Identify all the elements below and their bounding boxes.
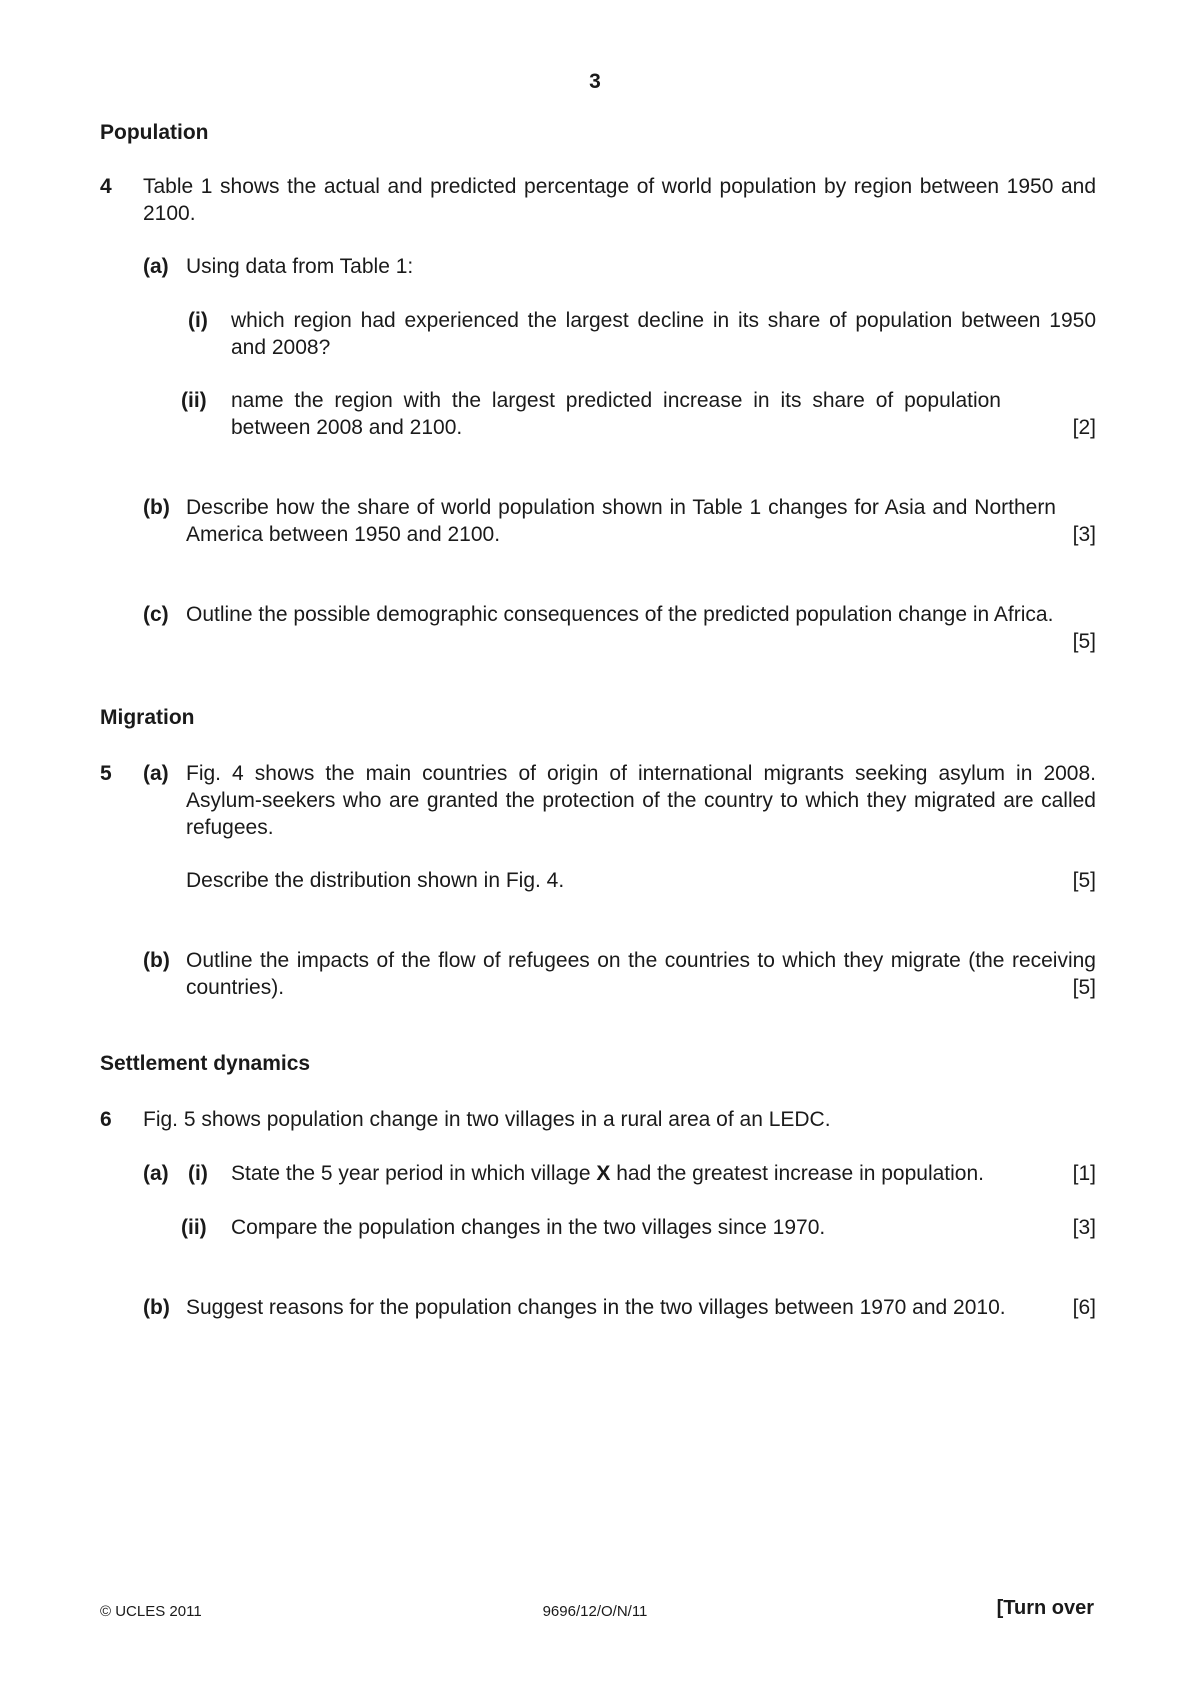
question-6-intro: Fig. 5 shows population change in two villages in a rural area of an LEDC. (143, 1108, 831, 1131)
part-label-6b: (b) (143, 1296, 170, 1319)
subpart-4ai-text: which region had experienced the largest decline in its share of population between 1950 and 2008? (231, 309, 1096, 359)
page-number: 3 (589, 70, 601, 93)
section-heading-population: Population (100, 121, 209, 144)
mark-6b: [6] (1072, 1296, 1096, 1319)
part-label-4a: (a) (143, 255, 169, 278)
subpart-6ai-text-start: State the 5 year period in which village (231, 1162, 597, 1185)
footer-copyright: © UCLES 2011 (100, 1603, 202, 1620)
part-label-5a: (a) (143, 762, 169, 785)
mark-6ai: [1] (1072, 1162, 1096, 1185)
part-5a-text: Fig. 4 shows the main countries of origin of international migrants seeking asylum in 2008. Asylum-seekers who are granted the protection of the country to which they migrated are called refugees. (186, 762, 1096, 839)
part-4c-text: Outline the possible demographic consequences of the predicted population change in Africa. (186, 603, 1054, 626)
part-label-4b: (b) (143, 496, 170, 519)
part-5a-task: Describe the distribution shown in Fig. 4. (186, 869, 565, 892)
subpart-label-6aii: (ii) (181, 1216, 207, 1239)
village-x-label: X (596, 1162, 611, 1185)
subpart-6ai-text (231, 1160, 1051, 1187)
mark-5b: [5] (1072, 976, 1096, 999)
question-number-6: 6 (100, 1108, 112, 1131)
mark-5a: [5] (1072, 869, 1096, 892)
subpart-6ai-text-end: had the greatest increase in population. (610, 1162, 984, 1185)
part-label-4c: (c) (143, 603, 169, 626)
section-heading-migration: Migration (100, 706, 195, 729)
footer-paper-code: 9696/12/O/N/11 (542, 1603, 648, 1620)
question-4-intro: Table 1 shows the actual and predicted percentage of world population by region between 1950 and 2100. (143, 175, 1096, 225)
subpart-label-4ai: (i) (188, 309, 208, 332)
part-5b-text: Outline the impacts of the flow of refugees on the countries to which they migrate (the receiving countries). (186, 949, 1096, 999)
subpart-label-4aii: (ii) (181, 389, 207, 412)
part-6b-text: Suggest reasons for the population changes in the two villages between 1970 and 2010. (186, 1296, 1006, 1319)
mark-6aii: [3] (1072, 1216, 1096, 1239)
mark-4c: [5] (1072, 630, 1096, 653)
mark-4b: [3] (1072, 523, 1096, 546)
mark-4a: [2] (1072, 416, 1096, 439)
part-label-5b: (b) (143, 949, 170, 972)
section-heading-settlement: Settlement dynamics (100, 1052, 311, 1075)
turn-over-label: [Turn over (996, 1597, 1094, 1619)
subpart-label-6ai: (i) (188, 1162, 208, 1185)
question-number-5: 5 (100, 762, 112, 785)
subpart-6aii-text: Compare the population changes in the two villages since 1970. (231, 1216, 826, 1239)
part-4a-text: Using data from Table 1: (186, 255, 414, 278)
part-4b-text: Describe how the share of world population shown in Table 1 changes for Asia and Northern America between 1950 and 2100. (186, 496, 1056, 546)
subpart-4aii-text: name the region with the largest predicted increase in its share of population between 2008 and 2100. (231, 389, 1001, 439)
question-number-4: 4 (100, 175, 112, 198)
part-label-6a: (a) (143, 1162, 169, 1185)
